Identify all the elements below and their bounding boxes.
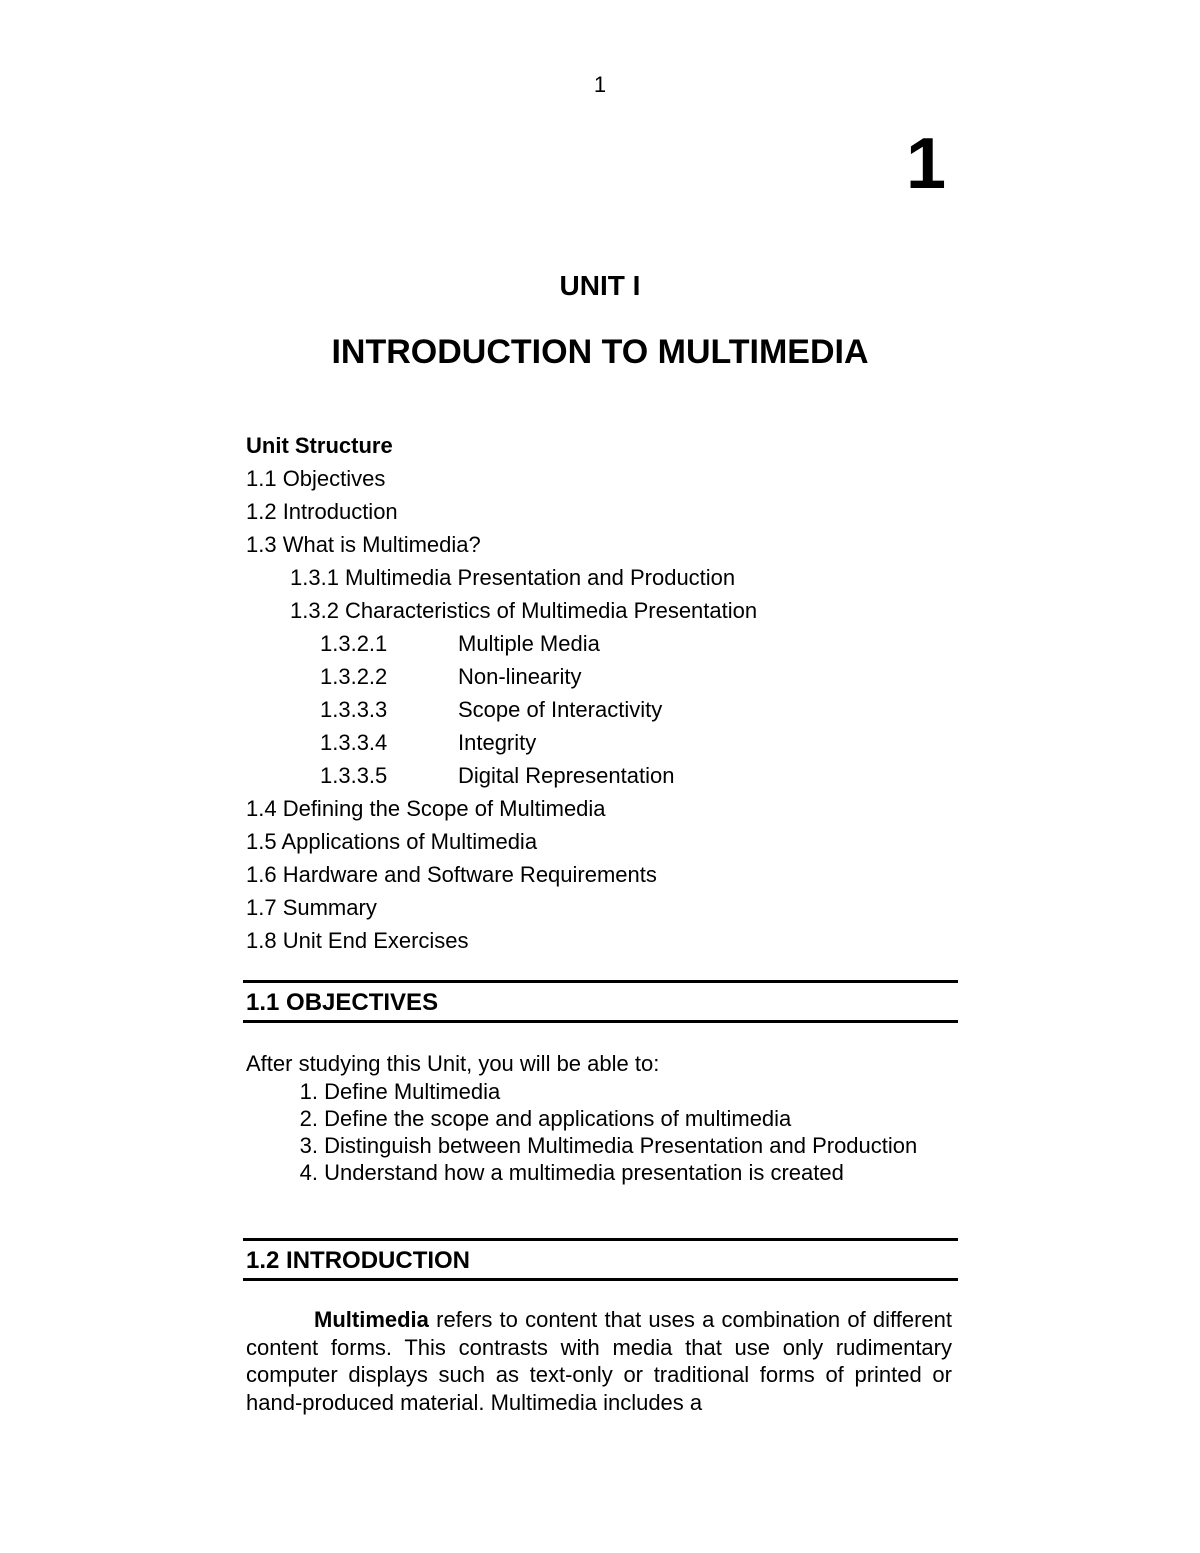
toc-item: 1.4 Defining the Scope of Multimedia (246, 796, 606, 821)
chapter-number: 1 (905, 124, 946, 204)
list-item-number: 2. (299, 1106, 318, 1131)
list-item-number: 4. (299, 1160, 318, 1185)
unit-title: UNIT I (559, 270, 641, 301)
toc-item-number: 1.3.2.1 (320, 631, 388, 656)
toc-item (246, 663, 966, 696)
unit-structure-heading: Unit Structure (246, 433, 393, 458)
list-item (246, 1105, 966, 1132)
unit-structure (246, 432, 966, 960)
toc-item-label: Multiple Media (458, 631, 600, 656)
list-item (246, 1159, 966, 1186)
toc-item: 1.1 Objectives (246, 466, 386, 491)
objectives-list (246, 1078, 966, 1186)
toc-item (246, 762, 966, 795)
toc-item: 1.3 What is Multimedia? (246, 532, 481, 557)
list-item-text: Define the scope and applications of multimedia (324, 1106, 792, 1131)
list-item-text: Distinguish between Multimedia Presentation and Production (324, 1133, 918, 1158)
toc-item (246, 729, 966, 762)
list-item-number: 3. (299, 1133, 318, 1158)
introduction-paragraph (246, 1306, 952, 1416)
toc-item-label: Digital Representation (458, 763, 675, 788)
toc-item-number: 1.3.3.5 (320, 763, 388, 788)
introduction-text: refers to content that uses a combination of different content forms. This contrasts with media that use only rudimentary computer displays such as text-only or traditional forms of printed or hand-produced material. Multimedia includes a (246, 1307, 952, 1415)
list-item (246, 1078, 966, 1105)
introduction-bold-term: Multimedia (314, 1307, 429, 1332)
page-number: 1 (593, 72, 607, 97)
toc-item-label: Non-linearity (458, 664, 582, 689)
objectives-lead: After studying this Unit, you will be able to: (246, 1051, 660, 1076)
objectives-section (246, 1050, 966, 1186)
toc-item: 1.6 Hardware and Software Requirements (246, 862, 657, 887)
introduction-heading: 1.2 INTRODUCTION (243, 1238, 958, 1281)
toc-item: 1.2 Introduction (246, 499, 398, 524)
toc-item-label: Scope of Interactivity (458, 697, 663, 722)
list-item-text: Define Multimedia (324, 1079, 501, 1104)
toc-item: 1.7 Summary (246, 895, 377, 920)
toc-item: 1.3.1 Multimedia Presentation and Production (290, 565, 736, 590)
toc-item: 1.5 Applications of Multimedia (246, 829, 538, 854)
list-item-number: 1. (299, 1079, 318, 1104)
list-item (246, 1132, 966, 1159)
unit-subtitle: INTRODUCTION TO MULTIMEDIA (331, 333, 869, 371)
objectives-heading: 1.1 OBJECTIVES (243, 980, 958, 1023)
list-item-text: Understand how a multimedia presentation is created (324, 1160, 844, 1185)
toc-item: 1.3.2 Characteristics of Multimedia Presentation (290, 598, 758, 623)
toc-item-number: 1.3.2.2 (320, 664, 388, 689)
toc-item: 1.8 Unit End Exercises (246, 928, 469, 953)
toc-item (246, 696, 966, 729)
toc-item-number: 1.3.3.4 (320, 730, 388, 755)
toc-item-label: Integrity (458, 730, 537, 755)
toc-item (246, 630, 966, 663)
toc-item-number: 1.3.3.3 (320, 697, 388, 722)
